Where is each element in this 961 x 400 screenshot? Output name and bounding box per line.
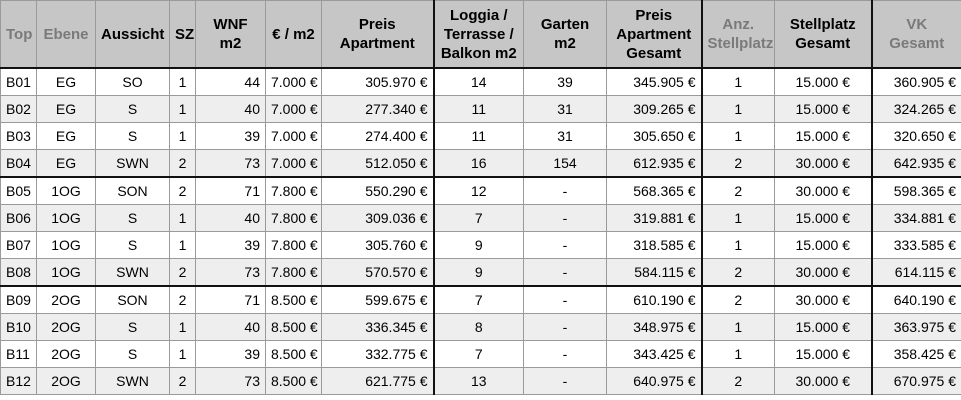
- cell-stellplatz: 30.000 €: [775, 368, 872, 395]
- cell-top: B05: [1, 177, 37, 205]
- cell-ebene: EG: [37, 96, 96, 123]
- cell-wnf: 71: [196, 177, 266, 205]
- cell-ebene: EG: [37, 68, 96, 96]
- cell-vk: 334.881 €: [872, 205, 961, 232]
- table-row: [1, 123, 961, 150]
- col-header-garten: Garten m2: [524, 1, 607, 69]
- cell-ebene: 2OG: [37, 368, 96, 395]
- cell-preis-gesamt: 343.425 €: [607, 341, 702, 368]
- cell-garten: -: [524, 259, 607, 287]
- cell-stellplatz: 15.000 €: [775, 232, 872, 259]
- cell-stellplatz: 15.000 €: [775, 96, 872, 123]
- cell-preis-apt: 332.775 €: [322, 341, 434, 368]
- cell-aussicht: S: [96, 232, 170, 259]
- cell-vk: 640.190 €: [872, 286, 961, 314]
- cell-stellplatz: 15.000 €: [775, 205, 872, 232]
- cell-loggia: 11: [434, 96, 524, 123]
- cell-sz: 1: [170, 123, 196, 150]
- cell-garten: 39: [524, 68, 607, 96]
- cell-preis-apt: 550.290 €: [322, 177, 434, 205]
- cell-wnf: 71: [196, 286, 266, 314]
- cell-vk: 358.425 €: [872, 341, 961, 368]
- cell-preis-gesamt: 319.881 €: [607, 205, 702, 232]
- cell-eur-m2: 7.800 €: [266, 205, 322, 232]
- cell-anz: 1: [702, 68, 775, 96]
- cell-wnf: 73: [196, 368, 266, 395]
- cell-anz: 2: [702, 368, 775, 395]
- cell-preis-gesamt: 584.115 €: [607, 259, 702, 287]
- cell-preis-apt: 305.970 €: [322, 68, 434, 96]
- cell-eur-m2: 7.800 €: [266, 177, 322, 205]
- col-header-ebene: Ebene: [37, 1, 96, 69]
- col-header-preis-apartment: Preis Apartment: [322, 1, 434, 69]
- cell-aussicht: SON: [96, 286, 170, 314]
- cell-loggia: 7: [434, 341, 524, 368]
- table-row: [1, 368, 961, 395]
- cell-eur-m2: 7.000 €: [266, 150, 322, 178]
- col-header-preis-gesamt: Preis Apartment Gesamt: [607, 1, 702, 69]
- cell-ebene: EG: [37, 150, 96, 178]
- cell-top: B02: [1, 96, 37, 123]
- cell-garten: -: [524, 368, 607, 395]
- cell-vk: 614.115 €: [872, 259, 961, 287]
- table-row: [1, 286, 961, 314]
- cell-anz: 1: [702, 96, 775, 123]
- col-header-loggia: Loggia / Terrasse / Balkon m2: [434, 1, 524, 69]
- cell-anz: 1: [702, 314, 775, 341]
- cell-ebene: 2OG: [37, 341, 96, 368]
- cell-top: B01: [1, 68, 37, 96]
- col-header-stellplatz-gesamt: Stellplatz Gesamt: [775, 1, 872, 69]
- cell-preis-gesamt: 318.585 €: [607, 232, 702, 259]
- col-header-wnf: WNF m2: [196, 1, 266, 69]
- cell-wnf: 44: [196, 68, 266, 96]
- cell-stellplatz: 15.000 €: [775, 314, 872, 341]
- col-header-vk-gesamt: VK Gesamt: [872, 1, 961, 69]
- cell-eur-m2: 7.000 €: [266, 96, 322, 123]
- cell-stellplatz: 15.000 €: [775, 123, 872, 150]
- cell-vk: 333.585 €: [872, 232, 961, 259]
- cell-top: B03: [1, 123, 37, 150]
- col-header-anz-stellplatz: Anz. Stellplatz: [702, 1, 775, 69]
- cell-loggia: 13: [434, 368, 524, 395]
- cell-aussicht: S: [96, 314, 170, 341]
- cell-sz: 1: [170, 341, 196, 368]
- cell-vk: 363.975 €: [872, 314, 961, 341]
- cell-sz: 1: [170, 68, 196, 96]
- cell-stellplatz: 15.000 €: [775, 341, 872, 368]
- cell-eur-m2: 7.000 €: [266, 68, 322, 96]
- cell-wnf: 39: [196, 123, 266, 150]
- cell-preis-gesamt: 348.975 €: [607, 314, 702, 341]
- cell-vk: 598.365 €: [872, 177, 961, 205]
- cell-stellplatz: 30.000 €: [775, 286, 872, 314]
- cell-anz: 2: [702, 259, 775, 287]
- cell-top: B09: [1, 286, 37, 314]
- cell-preis-apt: 599.675 €: [322, 286, 434, 314]
- cell-garten: -: [524, 314, 607, 341]
- cell-eur-m2: 7.800 €: [266, 232, 322, 259]
- cell-preis-gesamt: 640.975 €: [607, 368, 702, 395]
- cell-wnf: 73: [196, 150, 266, 178]
- cell-aussicht: SWN: [96, 259, 170, 287]
- table-row: [1, 177, 961, 205]
- cell-stellplatz: 30.000 €: [775, 177, 872, 205]
- cell-aussicht: SON: [96, 177, 170, 205]
- cell-loggia: 8: [434, 314, 524, 341]
- col-header-sz: SZ: [170, 1, 196, 69]
- cell-preis-gesamt: 305.650 €: [607, 123, 702, 150]
- cell-preis-apt: 621.775 €: [322, 368, 434, 395]
- cell-ebene: 1OG: [37, 205, 96, 232]
- cell-anz: 1: [702, 205, 775, 232]
- cell-sz: 1: [170, 232, 196, 259]
- cell-sz: 2: [170, 286, 196, 314]
- cell-vk: 324.265 €: [872, 96, 961, 123]
- cell-top: B11: [1, 341, 37, 368]
- cell-garten: 154: [524, 150, 607, 178]
- cell-top: B08: [1, 259, 37, 287]
- cell-top: B12: [1, 368, 37, 395]
- cell-wnf: 39: [196, 341, 266, 368]
- cell-ebene: 1OG: [37, 259, 96, 287]
- table-row: [1, 341, 961, 368]
- cell-preis-apt: 274.400 €: [322, 123, 434, 150]
- cell-aussicht: S: [96, 123, 170, 150]
- cell-loggia: 11: [434, 123, 524, 150]
- cell-vk: 320.650 €: [872, 123, 961, 150]
- cell-loggia: 16: [434, 150, 524, 178]
- cell-vk: 670.975 €: [872, 368, 961, 395]
- cell-top: B07: [1, 232, 37, 259]
- cell-eur-m2: 7.800 €: [266, 259, 322, 287]
- cell-preis-apt: 570.570 €: [322, 259, 434, 287]
- cell-loggia: 7: [434, 205, 524, 232]
- cell-aussicht: SO: [96, 68, 170, 96]
- cell-vk: 360.905 €: [872, 68, 961, 96]
- cell-sz: 2: [170, 368, 196, 395]
- cell-ebene: 1OG: [37, 177, 96, 205]
- cell-wnf: 40: [196, 314, 266, 341]
- cell-preis-gesamt: 568.365 €: [607, 177, 702, 205]
- cell-eur-m2: 8.500 €: [266, 286, 322, 314]
- cell-aussicht: S: [96, 205, 170, 232]
- cell-aussicht: S: [96, 96, 170, 123]
- cell-top: B04: [1, 150, 37, 178]
- cell-eur-m2: 8.500 €: [266, 368, 322, 395]
- col-header-eur-m2: € / m2: [266, 1, 322, 69]
- cell-top: B10: [1, 314, 37, 341]
- col-header-top: Top: [1, 1, 37, 69]
- cell-ebene: 1OG: [37, 232, 96, 259]
- cell-garten: -: [524, 286, 607, 314]
- cell-preis-apt: 277.340 €: [322, 96, 434, 123]
- cell-wnf: 73: [196, 259, 266, 287]
- cell-wnf: 40: [196, 205, 266, 232]
- cell-anz: 1: [702, 341, 775, 368]
- cell-eur-m2: 7.000 €: [266, 123, 322, 150]
- table-row: [1, 232, 961, 259]
- cell-vk: 642.935 €: [872, 150, 961, 178]
- table-row: [1, 314, 961, 341]
- header-row: [1, 1, 961, 69]
- cell-loggia: 12: [434, 177, 524, 205]
- cell-preis-gesamt: 612.935 €: [607, 150, 702, 178]
- table-row: [1, 205, 961, 232]
- cell-preis-apt: 305.760 €: [322, 232, 434, 259]
- cell-garten: -: [524, 232, 607, 259]
- cell-loggia: 7: [434, 286, 524, 314]
- cell-loggia: 9: [434, 232, 524, 259]
- cell-preis-apt: 512.050 €: [322, 150, 434, 178]
- cell-sz: 2: [170, 177, 196, 205]
- cell-eur-m2: 8.500 €: [266, 341, 322, 368]
- cell-loggia: 9: [434, 259, 524, 287]
- cell-wnf: 40: [196, 96, 266, 123]
- cell-stellplatz: 15.000 €: [775, 68, 872, 96]
- cell-preis-apt: 309.036 €: [322, 205, 434, 232]
- cell-ebene: EG: [37, 123, 96, 150]
- cell-top: B06: [1, 205, 37, 232]
- cell-sz: 1: [170, 205, 196, 232]
- cell-aussicht: SWN: [96, 368, 170, 395]
- cell-anz: 2: [702, 177, 775, 205]
- cell-sz: 2: [170, 259, 196, 287]
- cell-aussicht: SWN: [96, 150, 170, 178]
- table-row: [1, 96, 961, 123]
- cell-sz: 1: [170, 96, 196, 123]
- cell-ebene: 2OG: [37, 314, 96, 341]
- cell-anz: 2: [702, 150, 775, 178]
- cell-preis-gesamt: 309.265 €: [607, 96, 702, 123]
- cell-anz: 1: [702, 232, 775, 259]
- table-row: [1, 68, 961, 96]
- cell-sz: 2: [170, 150, 196, 178]
- cell-sz: 1: [170, 314, 196, 341]
- cell-anz: 2: [702, 286, 775, 314]
- cell-garten: -: [524, 205, 607, 232]
- cell-ebene: 2OG: [37, 286, 96, 314]
- cell-preis-gesamt: 345.905 €: [607, 68, 702, 96]
- cell-loggia: 14: [434, 68, 524, 96]
- cell-garten: -: [524, 177, 607, 205]
- cell-anz: 1: [702, 123, 775, 150]
- cell-garten: 31: [524, 96, 607, 123]
- col-header-aussicht: Aussicht: [96, 1, 170, 69]
- cell-garten: 31: [524, 123, 607, 150]
- table-row: [1, 150, 961, 178]
- cell-stellplatz: 30.000 €: [775, 150, 872, 178]
- cell-stellplatz: 30.000 €: [775, 259, 872, 287]
- cell-wnf: 39: [196, 232, 266, 259]
- cell-aussicht: S: [96, 341, 170, 368]
- table-row: [1, 259, 961, 287]
- cell-eur-m2: 8.500 €: [266, 314, 322, 341]
- cell-preis-apt: 336.345 €: [322, 314, 434, 341]
- cell-preis-gesamt: 610.190 €: [607, 286, 702, 314]
- cell-garten: -: [524, 341, 607, 368]
